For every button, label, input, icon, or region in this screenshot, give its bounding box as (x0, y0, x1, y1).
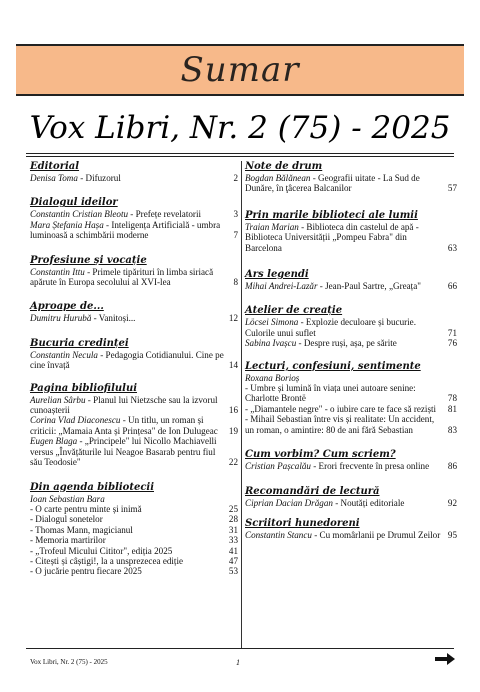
entry-author: Constantin Stancu (245, 529, 312, 540)
entry-title: - Prefețe revelatorii (128, 209, 201, 220)
section-title: Prin marile biblioteci ale lumii (245, 209, 418, 221)
section-title: Cum vorbim? Cum scriem? (245, 449, 396, 461)
entry-text (30, 173, 233, 183)
contents-entry[interactable] (30, 566, 238, 576)
contents-entry[interactable] (30, 415, 238, 436)
entry-text (245, 338, 448, 348)
entry-text (30, 350, 229, 371)
entry-title: - „Trofeul Micului Cititor", ediția 2025 (30, 545, 173, 556)
entry-title: - O jucărie pentru fiecare 2025 (30, 566, 142, 577)
entry-title: - O carte pentru minte și inimă (30, 503, 142, 514)
contents-entry[interactable] (30, 535, 238, 545)
section (245, 269, 457, 291)
entry-text (245, 404, 448, 414)
entry-author: Constantin Ittu (30, 266, 85, 277)
contents-entry[interactable] (245, 222, 457, 253)
entry-title: - Dialogul sonetelor (30, 514, 103, 525)
entry-title: - Cu momârlanii pe Drumul Zeilor (311, 529, 441, 540)
section-title: Lecturi, confesiuni, sentimente (245, 360, 421, 372)
entry-page-number: 83 (447, 424, 457, 435)
entry-author: Ciprian Dacian Drăgan (245, 497, 333, 508)
entry-author: Löcsei Simona (245, 317, 299, 328)
section (245, 486, 457, 508)
section (245, 518, 457, 540)
entry-text (245, 317, 448, 338)
section (30, 482, 238, 577)
entry-page-number: 2 (233, 173, 238, 183)
contents-entry[interactable] (245, 173, 457, 194)
entry-title: - Citești și câștigi!, la a unsprezecea ediție (30, 555, 184, 566)
entry-author: Eugen Blaga (30, 436, 78, 447)
section (30, 301, 238, 323)
entry-title: - „Diamantele negre" - o iubire care te face să reziști (245, 403, 437, 414)
entry-page-number: 28 (228, 514, 238, 525)
contents-entry[interactable] (30, 504, 238, 514)
contents-entry[interactable] (30, 267, 238, 288)
contents-entry[interactable] (30, 220, 238, 241)
entry-title: - Primele tipărituri în limba siriacă apărute în Europa secolului al XVI-lea (30, 266, 214, 288)
entry-title: - Planul lui Nietzsche sau la izvorul cunoașterii (30, 394, 218, 416)
entry-author: Dumitru Hurubă (30, 313, 92, 324)
section (245, 449, 457, 471)
section (245, 305, 457, 348)
entry-author: Denisa Toma (30, 173, 78, 183)
contents-entry[interactable] (30, 546, 238, 556)
entry-author: Bogdan Bălănean (245, 173, 311, 183)
contents-entry[interactable] (245, 317, 457, 338)
entry-author: Mara Ștefania Hașa (30, 219, 104, 230)
top-rule-second (26, 156, 454, 157)
entry-page-number: 25 (228, 503, 238, 514)
section-title: Dialogul ideilor (30, 197, 118, 209)
entry-text (30, 313, 229, 323)
entry-page-number: 81 (447, 403, 457, 414)
section (30, 338, 238, 371)
entry-page-number: 16 (228, 405, 238, 416)
entry-page-number: 7 (233, 230, 238, 241)
top-rule (26, 153, 454, 154)
entry-title: - Thomas Mann, magicianul (30, 524, 133, 535)
entry-page-number: 63 (447, 242, 457, 253)
entry-title: - Noutăți editoriale (332, 497, 405, 508)
section (30, 383, 238, 468)
section-title: Bucuria credinței (30, 337, 129, 349)
section-title: Pagina bibliofilului (30, 382, 138, 394)
section (245, 161, 457, 194)
entry-page-number: 95 (447, 529, 457, 540)
entry-page-number: 14 (228, 360, 238, 371)
section-title: Editorial (30, 161, 80, 172)
entry-text (30, 566, 229, 576)
entry-title: - Despre ruși, așa, pe sărite (296, 338, 397, 349)
section (30, 197, 238, 240)
contents-entry[interactable] (245, 461, 457, 471)
contents-entry[interactable] (245, 498, 457, 508)
entry-text (30, 220, 233, 241)
entry-page-number: 12 (228, 313, 238, 324)
entry-text (245, 498, 448, 508)
contents-left-column (30, 161, 238, 577)
entry-page-number: 47 (228, 555, 238, 566)
entry-title: - Inteligența Artificială - umbra luminoasă a schimbării moderne (30, 219, 221, 241)
entry-text (30, 535, 229, 545)
banner-title: Sumar (180, 50, 300, 90)
entry-author: Cristian Pașcalău (245, 461, 311, 472)
entry-text (30, 415, 229, 436)
sumar-banner (16, 44, 464, 96)
entry-author: Constantin Necula (30, 349, 98, 360)
entry-text (245, 414, 448, 435)
column-divider (241, 161, 242, 649)
entry-text (30, 556, 229, 566)
entry-page-number: 33 (228, 535, 238, 546)
entry-text (30, 436, 229, 467)
entry-title: - „Principele" lui Nicollo Machiavelli versus „Învățăturile lui Neagoe Basarab pentru fiul său Teodosie" (30, 436, 217, 468)
entry-page-number: 86 (447, 461, 457, 472)
entry-text (30, 514, 229, 524)
issue-title: Vox Libri, Nr. 2 (75) - 2025 (29, 110, 451, 146)
entry-title: - Geografii uitate - La Sud de Dunăre, în ţâcerea Balcanilor (245, 173, 420, 194)
section-title: Aproape de... (30, 301, 104, 313)
entry-author: Traian Marian (245, 221, 299, 232)
footer-journal: Vox Libri, Nr. 2 (75) - 2025 (30, 658, 108, 666)
entry-page-number: 19 (228, 425, 238, 436)
entry-title: - Pedagogia Cotidianului. Cine pe cine învață (30, 349, 224, 371)
footer-page-number: 1 (236, 658, 240, 667)
contents-entry[interactable] (30, 436, 238, 467)
contents-entry[interactable] (30, 209, 238, 219)
contents-entry[interactable] (30, 173, 238, 183)
entry-title: - Explozie deculoare și bucurie. Culorile unui suflet (245, 317, 416, 338)
contents-entry[interactable] (30, 514, 238, 524)
entry-text (245, 222, 448, 253)
entry-text (30, 504, 229, 514)
entry-title: - Erori frecvente în presa online (310, 461, 430, 472)
entry-page-number: 71 (447, 327, 457, 338)
entry-title: - Jean-Paul Sartre, „Greața" (317, 281, 421, 292)
entry-page-number: 3 (233, 209, 238, 220)
entry-text (30, 209, 233, 219)
entry-text (30, 395, 229, 416)
entry-text (30, 546, 229, 556)
entry-author: Constantin Cristian Bleotu (30, 209, 129, 220)
entry-title: - Mihail Sebastian între vis și realitate: Un accident, un roman, o amintire: 80 de ani fără Sebastian (245, 414, 435, 435)
entry-page-number: 31 (228, 524, 238, 535)
section-title: Note de drum (245, 161, 323, 172)
entry-title: - Vanitoși... (91, 313, 136, 324)
entry-page-number: 53 (228, 566, 238, 577)
entry-title: - Memoria martirilor (30, 535, 106, 546)
section (30, 255, 238, 288)
contents-entry[interactable] (30, 395, 238, 416)
contents-right-column (245, 161, 457, 540)
entry-author: Aurelian Sârbu (30, 394, 86, 405)
section-title: Recomandări de lectură (245, 485, 380, 497)
entry-text (245, 530, 448, 540)
contents-entry[interactable] (245, 530, 457, 540)
entry-text (245, 173, 448, 194)
entry-title: - Difuzorul (77, 173, 121, 183)
entry-page-number: 8 (233, 277, 238, 288)
contents-entry[interactable] (30, 525, 238, 535)
entry-page-number: 92 (447, 497, 457, 508)
next-page-arrow-icon[interactable] (434, 652, 456, 666)
entry-text (30, 525, 229, 535)
entry-text (245, 281, 448, 291)
bottom-rule (26, 648, 454, 649)
contents-entry[interactable] (245, 414, 457, 435)
entry-page-number: 41 (228, 545, 238, 556)
contents-entry[interactable] (30, 313, 238, 323)
section (245, 210, 457, 253)
section (245, 361, 457, 435)
entry-title: - Umbre și lumină în viața unei autoare senine: Charlotte Brontë (245, 383, 416, 404)
section-title: Profesiune și vocație (30, 254, 147, 266)
section-title: Scriitori hunedoreni (245, 517, 360, 529)
section (30, 161, 238, 183)
entry-author: Corina Vlad Diaconescu (30, 415, 121, 426)
contents-entry[interactable] (30, 350, 238, 371)
entry-text (245, 461, 448, 471)
section-title: Atelier de creație (245, 305, 343, 317)
entry-title: - Biblioteca din castelul de apă - Biblioteca Universității „Pompeu Fabra" din Barcelona (245, 221, 419, 253)
contents-entry[interactable] (245, 383, 457, 404)
entry-page-number: 57 (447, 183, 457, 194)
entry-title: - Un titlu, un roman și criticii: „Mamaia Anta și Prințesa" de Ion Dulugeac (30, 415, 218, 436)
entry-page-number: 76 (447, 338, 457, 349)
entry-page-number: 66 (447, 281, 457, 292)
section-title: Ars legendi (245, 269, 309, 281)
entry-page-number: 78 (447, 393, 457, 404)
entry-page-number: 22 (228, 457, 238, 468)
contents-entry[interactable] (245, 404, 457, 414)
entry-text (30, 267, 233, 288)
section-author: Ioan Sebastian Bara (30, 493, 105, 504)
entry-author: Sabina Ivașcu (245, 338, 297, 349)
section-title: Din agenda bibliotecii (30, 481, 154, 493)
entry-author: Mihai Andrei-Lazăr (245, 281, 318, 292)
section-author: Roxana Borioș (245, 372, 300, 383)
contents-entry[interactable] (245, 338, 457, 348)
contents-entry[interactable] (245, 281, 457, 291)
entry-text (245, 383, 448, 404)
contents-entry[interactable] (30, 556, 238, 566)
